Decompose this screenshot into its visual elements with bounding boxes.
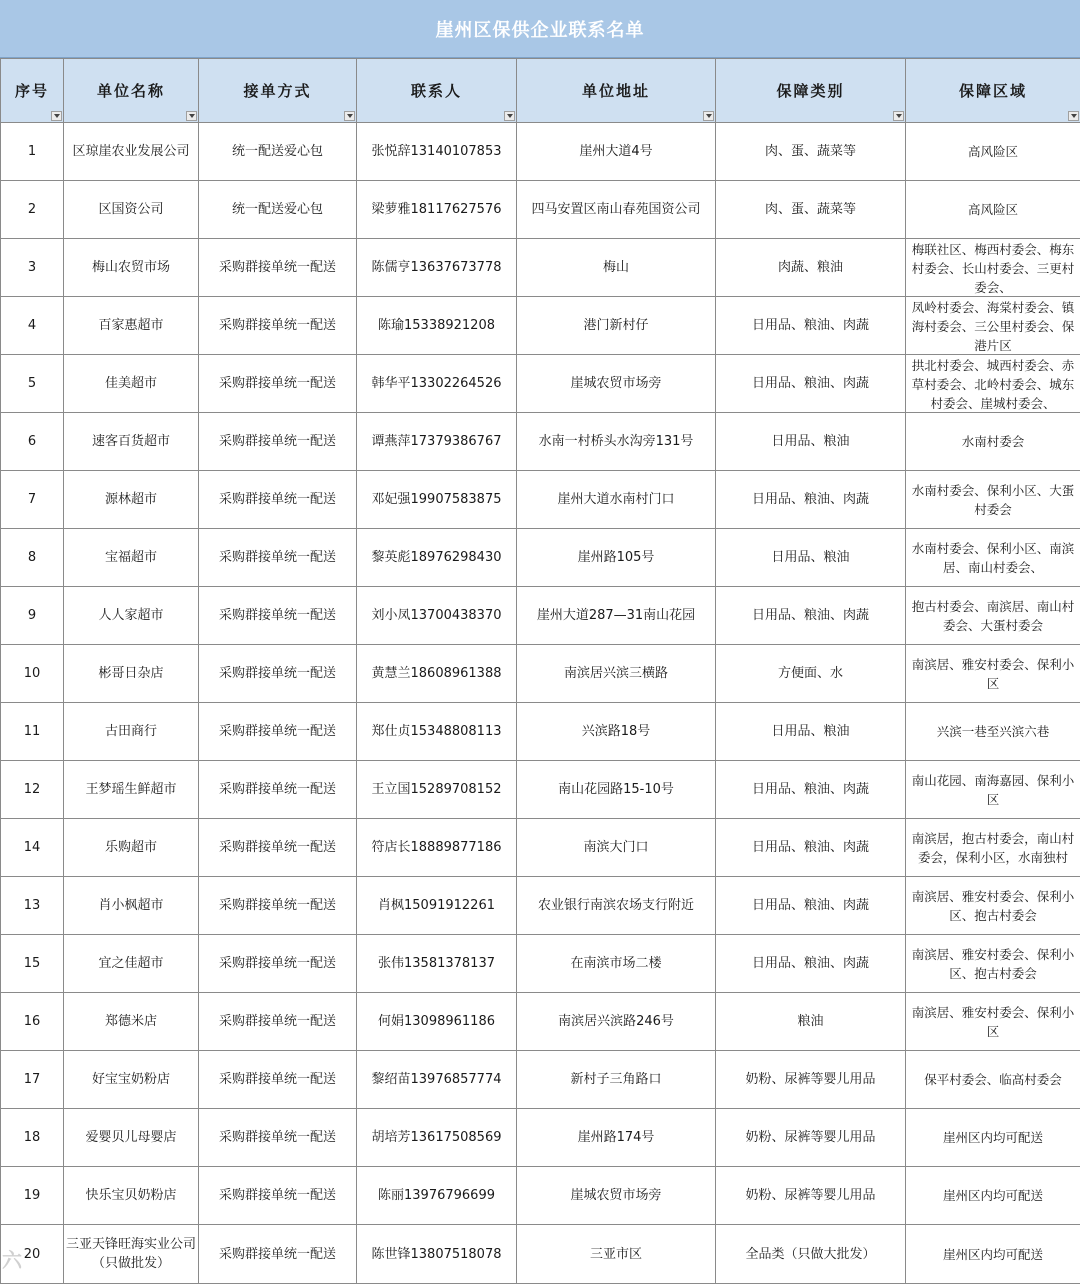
cell-service-area[interactable] [906, 297, 1080, 355]
cell-contact[interactable]: 张悦辞13140107853 [357, 123, 517, 181]
cell-index[interactable]: 10 [1, 645, 64, 703]
cell-address[interactable]: 水南一村桥头水沟旁131号 [517, 413, 716, 471]
service-area-text: 南滨居、雅安村委会、保利小区 [909, 655, 1077, 693]
cell-supply-category[interactable]: 日用品、粮油、肉蔬 [716, 935, 906, 993]
cell-order-method[interactable]: 采购群接单统一配送 [199, 819, 357, 877]
cell-address[interactable]: 崖州路105号 [517, 529, 716, 587]
cell-supply-category[interactable]: 方便面、水 [716, 645, 906, 703]
cell-service-area[interactable] [906, 1225, 1080, 1284]
cell-address[interactable]: 崖城农贸市场旁 [517, 355, 716, 413]
cell-address[interactable]: 南滨居兴滨路246号 [517, 993, 716, 1051]
service-area-text: 水南村委会、保利小区、南滨居、南山村委会、 [909, 539, 1077, 577]
cell-unit-name[interactable]: 人人家超市 [64, 587, 199, 645]
cell-unit-name[interactable]: 好宝宝奶粉店 [64, 1051, 199, 1109]
cell-address[interactable]: 农业银行南滨农场支行附近 [517, 877, 716, 935]
table-row [1, 471, 1080, 529]
cell-contact[interactable]: 黎英彪18976298430 [357, 529, 517, 587]
service-area-text: 抱古村委会、南滨居、南山村委会、大蛋村委会 [909, 597, 1077, 635]
column-header-order-method: 接单方式 [199, 59, 357, 123]
cell-order-method[interactable]: 采购群接单统一配送 [199, 239, 357, 297]
cell-supply-category[interactable]: 日用品、粮油、肉蔬 [716, 819, 906, 877]
cell-order-method[interactable]: 采购群接单统一配送 [199, 587, 357, 645]
cell-service-area[interactable] [906, 587, 1080, 645]
table-row [1, 1167, 1080, 1225]
service-area-text: 南滨居，抱古村委会，南山村委会，保利小区，水南独村 [909, 829, 1077, 867]
column-header-supply-category: 保障类别 [716, 59, 906, 123]
service-area-text: 梅联社区、梅西村委会、梅东村委会、长山村委会、三更村委会、 [909, 240, 1077, 296]
cell-index[interactable]: 14 [1, 819, 64, 877]
cell-service-area[interactable] [906, 1167, 1080, 1225]
cell-index[interactable]: 9 [1, 587, 64, 645]
service-area-text: 南山花园、南海嘉园、保利小区 [909, 771, 1077, 809]
cell-unit-name[interactable]: 古田商行 [64, 703, 199, 761]
cell-supply-category[interactable]: 日用品、粮油 [716, 413, 906, 471]
cell-unit-name[interactable]: 源林超市 [64, 471, 199, 529]
cell-unit-name[interactable]: 快乐宝贝奶粉店 [64, 1167, 199, 1225]
cell-service-area[interactable] [906, 993, 1080, 1051]
cell-contact[interactable]: 韩华平13302264526 [357, 355, 517, 413]
cell-supply-category[interactable]: 肉、蛋、蔬菜等 [716, 123, 906, 181]
cell-service-area[interactable] [906, 413, 1080, 471]
cell-index[interactable]: 2 [1, 181, 64, 239]
cell-contact[interactable]: 陈儒亨13637673778 [357, 239, 517, 297]
cell-address[interactable]: 三亚市区 [517, 1225, 716, 1284]
cell-index[interactable]: 15 [1, 935, 64, 993]
cell-service-area[interactable] [906, 1109, 1080, 1167]
table-row [1, 1109, 1080, 1167]
cell-supply-category[interactable]: 肉蔬、粮油 [716, 239, 906, 297]
cell-address[interactable]: 崖州大道4号 [517, 123, 716, 181]
table-body [1, 123, 1080, 1284]
service-area-text: 高风险区 [909, 142, 1077, 161]
cell-contact[interactable]: 符店长18889877186 [357, 819, 517, 877]
filter-dropdown-icon[interactable] [344, 111, 355, 121]
table-row [1, 239, 1080, 297]
cell-service-area[interactable] [906, 529, 1080, 587]
cell-address[interactable]: 崖州大道水南村门口 [517, 471, 716, 529]
cell-contact[interactable]: 黄慧兰18608961388 [357, 645, 517, 703]
service-area-text: 水南村委会、保利小区、大蛋村委会 [909, 481, 1077, 519]
cell-address[interactable]: 南滨居兴滨三横路 [517, 645, 716, 703]
service-area-text: 崖州区内均可配送 [909, 1128, 1077, 1147]
cell-supply-category[interactable]: 日用品、粮油、肉蔬 [716, 297, 906, 355]
table-row [1, 181, 1080, 239]
table-row [1, 297, 1080, 355]
cell-order-method[interactable]: 采购群接单统一配送 [199, 935, 357, 993]
cell-contact[interactable]: 王立国15289708152 [357, 761, 517, 819]
column-header-address: 单位地址 [517, 59, 716, 123]
cell-service-area[interactable] [906, 761, 1080, 819]
cell-service-area[interactable] [906, 877, 1080, 935]
filter-dropdown-icon[interactable] [893, 111, 904, 121]
cell-index[interactable]: 13 [1, 877, 64, 935]
service-area-text: 水南村委会 [909, 432, 1077, 451]
cell-service-area[interactable] [906, 239, 1080, 297]
table-row [1, 529, 1080, 587]
table-row [1, 761, 1080, 819]
cell-service-area[interactable] [906, 355, 1080, 413]
cell-service-area[interactable] [906, 181, 1080, 239]
cell-order-method[interactable]: 采购群接单统一配送 [199, 1225, 357, 1284]
column-header-unit-name: 单位名称 [64, 59, 199, 123]
cell-contact[interactable]: 肖枫15091912261 [357, 877, 517, 935]
table-row [1, 1225, 1080, 1284]
cell-service-area[interactable] [906, 819, 1080, 877]
cell-index[interactable]: 8 [1, 529, 64, 587]
table-row [1, 819, 1080, 877]
cell-contact[interactable]: 陈丽13976796699 [357, 1167, 517, 1225]
cell-unit-name[interactable]: 彬哥日杂店 [64, 645, 199, 703]
cell-order-method[interactable]: 采购群接单统一配送 [199, 761, 357, 819]
cell-unit-name[interactable]: 肖小枫超市 [64, 877, 199, 935]
cell-unit-name[interactable]: 爱婴贝儿母婴店 [64, 1109, 199, 1167]
cell-order-method[interactable]: 采购群接单统一配送 [199, 471, 357, 529]
cell-order-method[interactable]: 采购群接单统一配送 [199, 1109, 357, 1167]
cell-index[interactable]: 3 [1, 239, 64, 297]
cell-service-area[interactable] [906, 123, 1080, 181]
cell-order-method[interactable]: 采购群接单统一配送 [199, 1051, 357, 1109]
service-area-text: 南滨居、雅安村委会、保利小区、抱古村委会 [909, 887, 1077, 925]
cell-contact[interactable]: 陈瑜15338921208 [357, 297, 517, 355]
filter-dropdown-icon[interactable] [186, 111, 197, 121]
cell-index[interactable]: 5 [1, 355, 64, 413]
watermark-logo: 六 [2, 1244, 22, 1273]
cell-supply-category[interactable]: 全品类（只做大批发） [716, 1225, 906, 1284]
cell-supply-category[interactable]: 日用品、粮油、肉蔬 [716, 587, 906, 645]
cell-index[interactable]: 1 [1, 123, 64, 181]
cell-contact[interactable]: 邓妃强19907583875 [357, 471, 517, 529]
cell-index[interactable]: 18 [1, 1109, 64, 1167]
cell-address[interactable]: 四马安置区南山春苑国资公司 [517, 181, 716, 239]
cell-unit-name[interactable]: 乐购超市 [64, 819, 199, 877]
cell-supply-category[interactable]: 奶粉、尿裤等婴儿用品 [716, 1167, 906, 1225]
cell-order-method[interactable]: 采购群接单统一配送 [199, 413, 357, 471]
cell-supply-category[interactable]: 日用品、粮油 [716, 529, 906, 587]
column-header-index: 序号 [1, 59, 64, 123]
supplier-table [0, 58, 1080, 1284]
cell-address[interactable]: 崖州路174号 [517, 1109, 716, 1167]
sheet-title: 崖州区保供企业联系名单 [0, 0, 1080, 58]
filter-dropdown-icon[interactable] [51, 111, 62, 121]
cell-index[interactable]: 4 [1, 297, 64, 355]
column-header-service-area: 保障区域 [906, 59, 1080, 123]
service-area-text: 崖州区内均可配送 [909, 1245, 1077, 1264]
cell-address[interactable]: 崖城农贸市场旁 [517, 1167, 716, 1225]
cell-supply-category[interactable]: 奶粉、尿裤等婴儿用品 [716, 1051, 906, 1109]
cell-order-method[interactable]: 统一配送爱心包 [199, 123, 357, 181]
cell-unit-name[interactable]: 郑德米店 [64, 993, 199, 1051]
cell-address[interactable]: 新村子三角路口 [517, 1051, 716, 1109]
column-header-contact: 联系人 [357, 59, 517, 123]
table-row [1, 123, 1080, 181]
cell-supply-category[interactable]: 肉、蛋、蔬菜等 [716, 181, 906, 239]
cell-contact[interactable]: 梁萝雅18117627576 [357, 181, 517, 239]
header-row [1, 59, 1080, 123]
table-row [1, 355, 1080, 413]
cell-unit-name[interactable]: 区国资公司 [64, 181, 199, 239]
cell-index[interactable]: 17 [1, 1051, 64, 1109]
cell-unit-name[interactable]: 佳美超市 [64, 355, 199, 413]
cell-unit-name[interactable]: 百家惠超市 [64, 297, 199, 355]
cell-address[interactable]: 港门新村仔 [517, 297, 716, 355]
filter-dropdown-icon[interactable] [1068, 111, 1079, 121]
cell-contact[interactable]: 何娟13098961186 [357, 993, 517, 1051]
cell-address[interactable]: 兴滨路18号 [517, 703, 716, 761]
service-area-text: 凤岭村委会、海棠村委会、镇海村委会、三公里村委会、保港片区 [909, 298, 1077, 354]
cell-index[interactable]: 11 [1, 703, 64, 761]
cell-contact[interactable]: 胡培芳13617508569 [357, 1109, 517, 1167]
cell-address[interactable]: 南滨大门口 [517, 819, 716, 877]
cell-supply-category[interactable]: 日用品、粮油 [716, 703, 906, 761]
cell-order-method[interactable]: 采购群接单统一配送 [199, 703, 357, 761]
table-row [1, 935, 1080, 993]
service-area-text: 南滨居、雅安村委会、保利小区 [909, 1003, 1077, 1041]
service-area-text: 南滨居、雅安村委会、保利小区、抱古村委会 [909, 945, 1077, 983]
cell-index[interactable]: 20 [1, 1225, 64, 1284]
cell-contact[interactable]: 黎绍苗13976857774 [357, 1051, 517, 1109]
table-row [1, 877, 1080, 935]
cell-unit-name[interactable]: 宜之佳超市 [64, 935, 199, 993]
filter-dropdown-icon[interactable] [703, 111, 714, 121]
cell-service-area[interactable] [906, 703, 1080, 761]
cell-index[interactable]: 16 [1, 993, 64, 1051]
cell-index[interactable]: 7 [1, 471, 64, 529]
cell-supply-category[interactable]: 日用品、粮油、肉蔬 [716, 471, 906, 529]
cell-order-method[interactable]: 采购群接单统一配送 [199, 529, 357, 587]
cell-order-method[interactable]: 采购群接单统一配送 [199, 355, 357, 413]
cell-address[interactable]: 崖州大道287—31南山花园 [517, 587, 716, 645]
cell-unit-name[interactable]: 梅山农贸市场 [64, 239, 199, 297]
table-row [1, 703, 1080, 761]
cell-order-method[interactable]: 采购群接单统一配送 [199, 297, 357, 355]
service-area-text: 兴滨一巷至兴滨六巷 [909, 722, 1077, 741]
cell-order-method[interactable]: 采购群接单统一配送 [199, 993, 357, 1051]
table-row [1, 587, 1080, 645]
cell-contact[interactable]: 郑仕贞15348808113 [357, 703, 517, 761]
table-row [1, 645, 1080, 703]
cell-unit-name[interactable]: 王梦瑶生鲜超市 [64, 761, 199, 819]
cell-service-area[interactable] [906, 645, 1080, 703]
cell-address[interactable]: 在南滨市场二楼 [517, 935, 716, 993]
cell-contact[interactable]: 刘小凤13700438370 [357, 587, 517, 645]
cell-contact[interactable]: 陈世锋13807518078 [357, 1225, 517, 1284]
service-area-text: 崖州区内均可配送 [909, 1186, 1077, 1205]
cell-unit-name[interactable]: 速客百货超市 [64, 413, 199, 471]
service-area-text: 保平村委会、临高村委会 [909, 1070, 1077, 1089]
cell-index[interactable]: 12 [1, 761, 64, 819]
cell-unit-name[interactable]: 区琼崖农业发展公司 [64, 123, 199, 181]
cell-service-area[interactable] [906, 471, 1080, 529]
service-area-text: 拱北村委会、城西村委会、赤草村委会、北岭村委会、城东村委会、崖城村委会、 [909, 356, 1077, 412]
cell-order-method[interactable]: 统一配送爱心包 [199, 181, 357, 239]
table-row [1, 993, 1080, 1051]
cell-contact[interactable]: 张伟13581378137 [357, 935, 517, 993]
cell-order-method[interactable]: 采购群接单统一配送 [199, 877, 357, 935]
cell-unit-name[interactable]: 宝福超市 [64, 529, 199, 587]
service-area-text: 高风险区 [909, 200, 1077, 219]
cell-supply-category[interactable]: 粮油 [716, 993, 906, 1051]
cell-service-area[interactable] [906, 1051, 1080, 1109]
cell-contact[interactable]: 谭燕萍17379386767 [357, 413, 517, 471]
cell-service-area[interactable] [906, 935, 1080, 993]
cell-address[interactable]: 南山花园路15-10号 [517, 761, 716, 819]
cell-address[interactable]: 梅山 [517, 239, 716, 297]
cell-unit-name[interactable]: 三亚天锋旺海实业公司（只做批发） [64, 1225, 199, 1284]
cell-supply-category[interactable]: 日用品、粮油、肉蔬 [716, 355, 906, 413]
cell-order-method[interactable]: 采购群接单统一配送 [199, 645, 357, 703]
cell-supply-category[interactable]: 奶粉、尿裤等婴儿用品 [716, 1109, 906, 1167]
cell-supply-category[interactable]: 日用品、粮油、肉蔬 [716, 877, 906, 935]
cell-order-method[interactable]: 采购群接单统一配送 [199, 1167, 357, 1225]
cell-supply-category[interactable]: 日用品、粮油、肉蔬 [716, 761, 906, 819]
table-row [1, 1051, 1080, 1109]
table-row [1, 413, 1080, 471]
cell-index[interactable]: 19 [1, 1167, 64, 1225]
cell-index[interactable]: 6 [1, 413, 64, 471]
filter-dropdown-icon[interactable] [504, 111, 515, 121]
